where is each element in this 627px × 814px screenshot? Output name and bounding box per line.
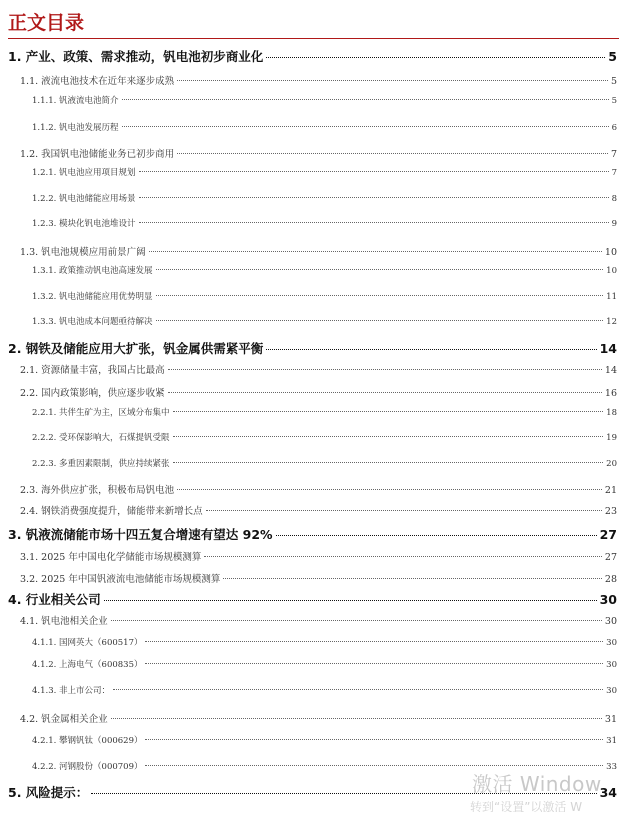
toc-leader-dots <box>206 510 602 511</box>
toc-section[interactable] <box>0 711 627 725</box>
toc-page-number: 5 <box>610 76 617 87</box>
toc-page-number: 5 <box>608 49 617 64</box>
activation-watermark-sub: 转到“设置”以激活 W <box>470 800 583 812</box>
toc-subsection[interactable] <box>0 734 627 746</box>
toc-page-number: 30 <box>606 638 617 648</box>
toc-entry-text: 2.1. 资源储量丰富，我国占比最高 <box>20 365 165 376</box>
toc-section[interactable] <box>0 73 627 87</box>
toc-entry-text: 2.4. 钢铁消费强度提升，储能带来新增长点 <box>20 506 203 517</box>
toc-entry-text: 1.1. 液流电池技术在近年来逐步成熟 <box>20 76 175 87</box>
toc-entry-text: 1.3.1. 政策推动钒电池高速发展 <box>32 266 153 276</box>
toc-entry-text: 4.1.3. 非上市公司： <box>32 686 111 696</box>
toc-leader-dots <box>266 349 596 350</box>
toc-subsection[interactable] <box>0 290 627 302</box>
toc-page-number: 21 <box>604 485 617 496</box>
toc-subsection[interactable] <box>0 658 627 670</box>
toc-entry-text: 1.2.2. 钒电池储能应用场景 <box>32 194 136 204</box>
toc-subsection[interactable] <box>0 121 627 133</box>
toc-leader-dots <box>139 197 609 198</box>
toc-section[interactable] <box>0 146 627 160</box>
toc-entry-text: 1.1.2. 钒电池发展历程 <box>32 123 119 133</box>
toc-entry-text: 1.2.3. 模块化钒电池堆设计 <box>32 219 136 229</box>
toc-entry-text: 4.1.1. 国网英大（600517） <box>32 638 143 648</box>
toc-leader-dots <box>173 462 604 463</box>
toc-leader-dots <box>177 153 608 154</box>
toc-subsection[interactable] <box>0 217 627 229</box>
toc-page-number: 30 <box>604 616 617 627</box>
toc-page-number: 31 <box>606 736 617 746</box>
toc-entry-text: 3. 钒液流储能市场十四五复合增速有望达 92% <box>8 527 273 542</box>
toc-page-number: 19 <box>606 433 617 443</box>
toc-leader-dots <box>111 620 602 621</box>
toc-leader-dots <box>168 369 602 370</box>
toc-section[interactable] <box>0 503 627 517</box>
toc-leader-dots <box>111 718 602 719</box>
toc-entry-text: 1.1.1. 钒液流电池简介 <box>32 96 119 106</box>
toc-subsection[interactable] <box>0 94 627 106</box>
toc-leader-dots <box>145 765 603 766</box>
toc-leader-dots <box>139 171 609 172</box>
toc-leader-dots <box>156 320 604 321</box>
toc-page-number: 5 <box>611 96 617 106</box>
toc-page-number: 23 <box>604 506 617 517</box>
toc-entry-text: 1.2. 我国钒电池储能业务已初步商用 <box>20 149 175 160</box>
toc-entry-text: 3.1. 2025 年中国电化学储能市场规模测算 <box>20 552 202 563</box>
toc-entry-text: 2.2.1. 共伴生矿为主，区域分布集中 <box>32 408 170 418</box>
toc-entry-text: 2.3. 海外供应扩张，积极布局钒电池 <box>20 485 175 496</box>
toc-chapter[interactable] <box>0 525 627 543</box>
toc-page-number: 12 <box>606 317 617 327</box>
toc-section[interactable] <box>0 571 627 585</box>
toc-entry-text: 4.1.2. 上海电气（600835） <box>32 660 143 670</box>
toc-section[interactable] <box>0 244 627 258</box>
toc-leader-dots <box>145 739 603 740</box>
toc-page-number: 30 <box>606 686 617 696</box>
toc-entry-text: 2.2. 国内政策影响，供应逐步收紧 <box>20 388 165 399</box>
page-title: 正文目录 <box>8 12 85 34</box>
toc-page-number: 33 <box>606 762 617 772</box>
toc-leader-dots <box>204 556 602 557</box>
toc-chapter[interactable] <box>0 339 627 357</box>
toc-leader-dots <box>276 535 597 536</box>
toc-entry-text: 2. 钢铁及储能应用大扩张，钒金属供需紧平衡 <box>8 341 264 356</box>
toc-chapter[interactable] <box>0 47 627 65</box>
toc-entry-text: 4. 行业相关公司 <box>8 592 101 607</box>
toc-leader-dots <box>113 689 603 690</box>
toc-page-number: 31 <box>604 714 617 725</box>
toc-subsection[interactable] <box>0 684 627 696</box>
toc-leader-dots <box>177 80 608 81</box>
toc-page-number: 27 <box>604 552 617 563</box>
toc-subsection[interactable] <box>0 166 627 178</box>
toc-page-number: 10 <box>606 266 617 276</box>
toc-section[interactable] <box>0 482 627 496</box>
toc-section[interactable] <box>0 549 627 563</box>
toc-page-number: 16 <box>604 388 617 399</box>
toc-leader-dots <box>177 489 602 490</box>
toc-entry-text: 2.2.2. 受环保影响大，石煤提钒受限 <box>32 433 170 443</box>
toc-leader-dots <box>266 57 605 58</box>
toc-subsection[interactable] <box>0 192 627 204</box>
toc-page-number: 14 <box>599 341 617 356</box>
toc-entry-text: 4.2. 钒金属相关企业 <box>20 714 108 725</box>
toc-page-number: 7 <box>610 149 617 160</box>
toc-page-number: 20 <box>606 459 617 469</box>
toc-page-number: 28 <box>604 574 617 585</box>
toc-entry-text: 1. 产业、政策、需求推动，钒电池初步商业化 <box>8 49 264 64</box>
toc-entry-text: 2.2.3. 多重因素限制，供应持续紧张 <box>32 459 170 469</box>
toc-page-number: 30 <box>606 660 617 670</box>
toc-leader-dots <box>149 251 602 252</box>
toc-leader-dots <box>173 411 604 412</box>
toc-page-number: 9 <box>611 219 617 229</box>
toc-entry-text: 4.1. 钒电池相关企业 <box>20 616 108 627</box>
toc-subsection[interactable] <box>0 315 627 327</box>
toc-section[interactable] <box>0 362 627 376</box>
toc-subsection[interactable] <box>0 431 627 443</box>
toc-entry-text: 1.3.3. 钒电池成本问题亟待解决 <box>32 317 153 327</box>
toc-section[interactable] <box>0 385 627 399</box>
toc-page-number: 30 <box>599 592 617 607</box>
toc-leader-dots <box>156 269 604 270</box>
toc-leader-dots <box>173 436 604 437</box>
toc-leader-dots <box>156 295 604 296</box>
toc-entry-text: 3.2. 2025 年中国钒液流电池储能市场规模测算 <box>20 574 221 585</box>
toc-leader-dots <box>223 578 602 579</box>
toc-entry-text: 5. 风险提示： <box>8 785 89 800</box>
toc-leader-dots <box>168 392 602 393</box>
toc-page-number: 27 <box>599 527 617 542</box>
toc-leader-dots <box>122 126 609 127</box>
toc-page-number: 18 <box>606 408 617 418</box>
toc-page-number: 8 <box>611 194 617 204</box>
toc-entry-text: 4.2.2. 河钢股份（000709） <box>32 762 143 772</box>
toc-page-number: 7 <box>611 168 617 178</box>
toc-page-number: 6 <box>611 123 617 133</box>
toc-leader-dots <box>122 99 609 100</box>
activation-watermark: 激活 Window <box>472 772 602 796</box>
toc-leader-dots <box>139 222 609 223</box>
toc-entry-text: 1.2.1. 钒电池应用项目规划 <box>32 168 136 178</box>
toc-entry-text: 1.3. 钒电池规模应用前景广阔 <box>20 247 146 258</box>
toc-page-number: 11 <box>606 292 617 302</box>
toc-leader-dots <box>145 641 603 642</box>
toc-subsection[interactable] <box>0 264 627 276</box>
toc-page-number: 34 <box>599 785 617 800</box>
toc-subsection[interactable] <box>0 406 627 418</box>
toc-page-number: 14 <box>604 365 617 376</box>
toc-subsection[interactable] <box>0 457 627 469</box>
toc-entry-text: 1.3.2. 钒电池储能应用优势明显 <box>32 292 153 302</box>
toc-chapter[interactable] <box>0 590 627 608</box>
toc-subsection[interactable] <box>0 636 627 648</box>
toc-leader-dots <box>145 663 603 664</box>
toc-entry-text: 4.2.1. 攀钢钒钛（000629） <box>32 736 143 746</box>
toc-section[interactable] <box>0 613 627 627</box>
toc-leader-dots <box>104 600 597 601</box>
toc-page-number: 10 <box>604 247 617 258</box>
